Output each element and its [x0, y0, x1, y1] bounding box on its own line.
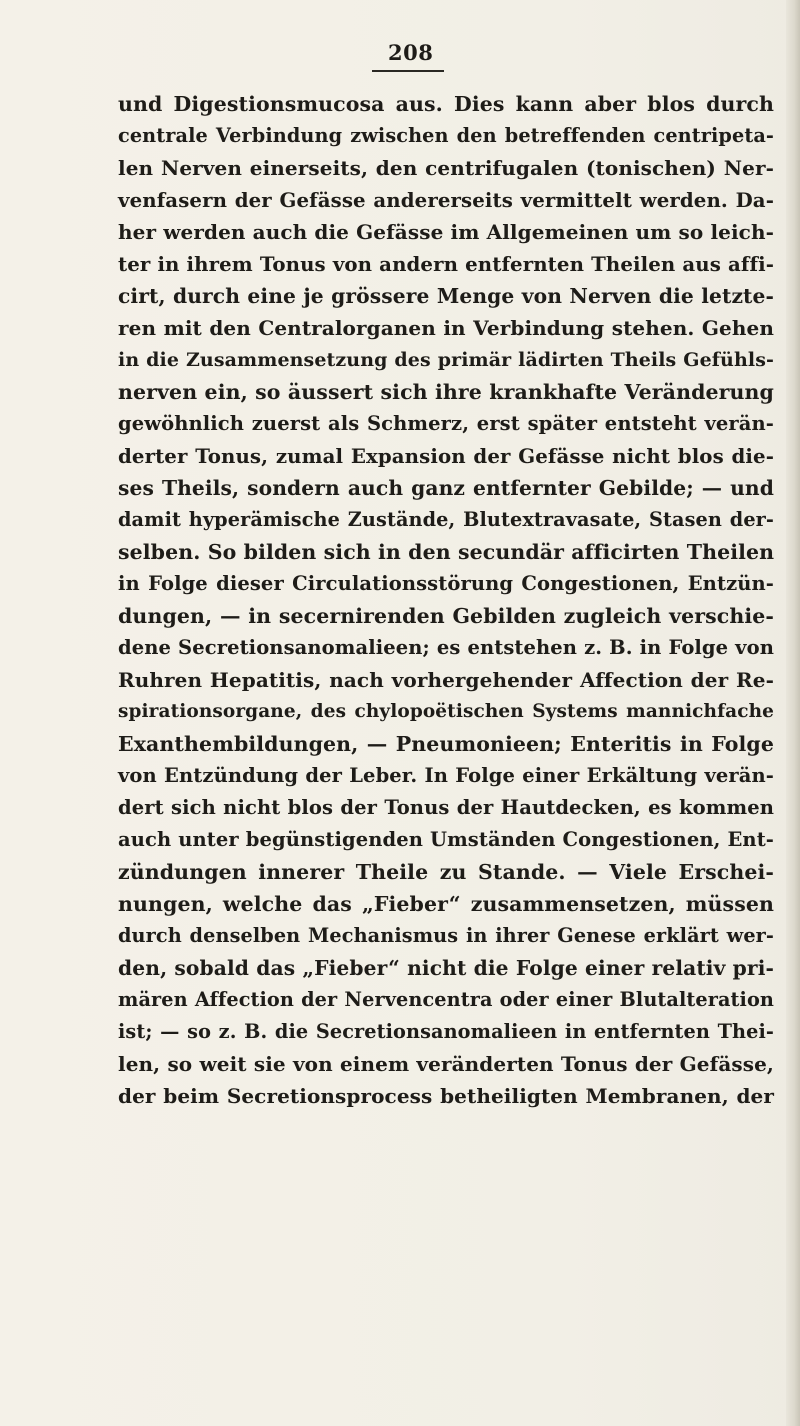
text-line: ter in ihrem Tonus von andern entfernten Theilen aus affi-	[118, 252, 774, 276]
text-line: Exanthembildungen, — Pneumonieen; Enteritis in Folge	[118, 732, 774, 756]
text-line: zündungen innerer Theile zu Stande. — Viele Erschei-	[118, 860, 774, 884]
text-line: ist; — so z. B. die Secretionsanomalieen in entfernten Thei-	[118, 1020, 774, 1043]
text-line: in die Zusammensetzung des primär lädirten Theils Gefühls-	[118, 349, 774, 371]
text-line: centrale Verbindung zwischen den betreffenden centripeta-	[118, 124, 774, 147]
text-line: Ruhren Hepatitis, nach vorhergehender Affection der Re-	[118, 668, 774, 692]
text-line: nungen, welche das „Fieber“ zusammensetzen, müssen	[118, 892, 774, 916]
body-text	[118, 88, 774, 1112]
text-line: len, so weit sie von einem veränderten Tonus der Gefässe,	[118, 1052, 774, 1076]
text-line: len Nerven einerseits, den centrifugalen (tonischen) Ner-	[118, 156, 774, 180]
text-line: dungen, — in secernirenden Gebilden zugleich verschie-	[118, 604, 774, 628]
text-line: der beim Secretionsprocess betheiligten Membranen, der	[118, 1084, 774, 1108]
text-line: den, sobald das „Fieber“ nicht die Folge einer relativ pri-	[118, 956, 774, 980]
text-line: damit hyperämische Zustände, Blutextravasate, Stasen der-	[118, 508, 774, 531]
text-line: gewöhnlich zuerst als Schmerz, erst später entsteht verän-	[118, 412, 774, 435]
text-line: mären Affection der Nervencentra oder einer Blutalteration	[118, 988, 774, 1011]
page-number-rule	[372, 70, 444, 72]
page-number: 208	[388, 40, 434, 65]
text-line: selben. So bilden sich in den secundär afficirten Theilen	[118, 540, 775, 564]
text-line: nerven ein, so äussert sich ihre krankhafte Veränderung	[118, 380, 774, 404]
text-line: und Digestionsmucosa aus. Dies kann aber blos durch	[118, 92, 774, 116]
text-line: von Entzündung der Leber. In Folge einer Erkältung verän-	[118, 764, 774, 787]
page-edge-shadow	[786, 0, 800, 1426]
text-line: dene Secretionsanomalieen; es entstehen z. B. in Folge von	[118, 636, 774, 659]
text-line: ren mit den Centralorganen in Verbindung stehen. Gehen	[118, 316, 774, 340]
text-line: dert sich nicht blos der Tonus der Hautdecken, es kommen	[118, 796, 774, 819]
text-line: durch denselben Mechanismus in ihrer Genese erklärt wer-	[118, 924, 774, 947]
text-line: auch unter begünstigenden Umständen Congestionen, Ent-	[118, 828, 774, 851]
text-line: derter Tonus, zumal Expansion der Gefässe nicht blos die-	[118, 444, 774, 468]
text-line: in Folge dieser Circulationsstörung Congestionen, Entzün-	[118, 572, 774, 595]
text-line: her werden auch die Gefässe im Allgemeinen um so leich-	[118, 220, 774, 244]
text-line: ses Theils, sondern auch ganz entfernter Gebilde; — und	[118, 476, 774, 500]
text-line: venfasern der Gefässe andererseits vermittelt werden. Da-	[118, 188, 774, 212]
text-line: cirt, durch eine je grössere Menge von Nerven die letzte-	[118, 284, 774, 308]
text-line: spirationsorgane, des chylopoëtischen Systems mannichfache	[118, 701, 774, 722]
